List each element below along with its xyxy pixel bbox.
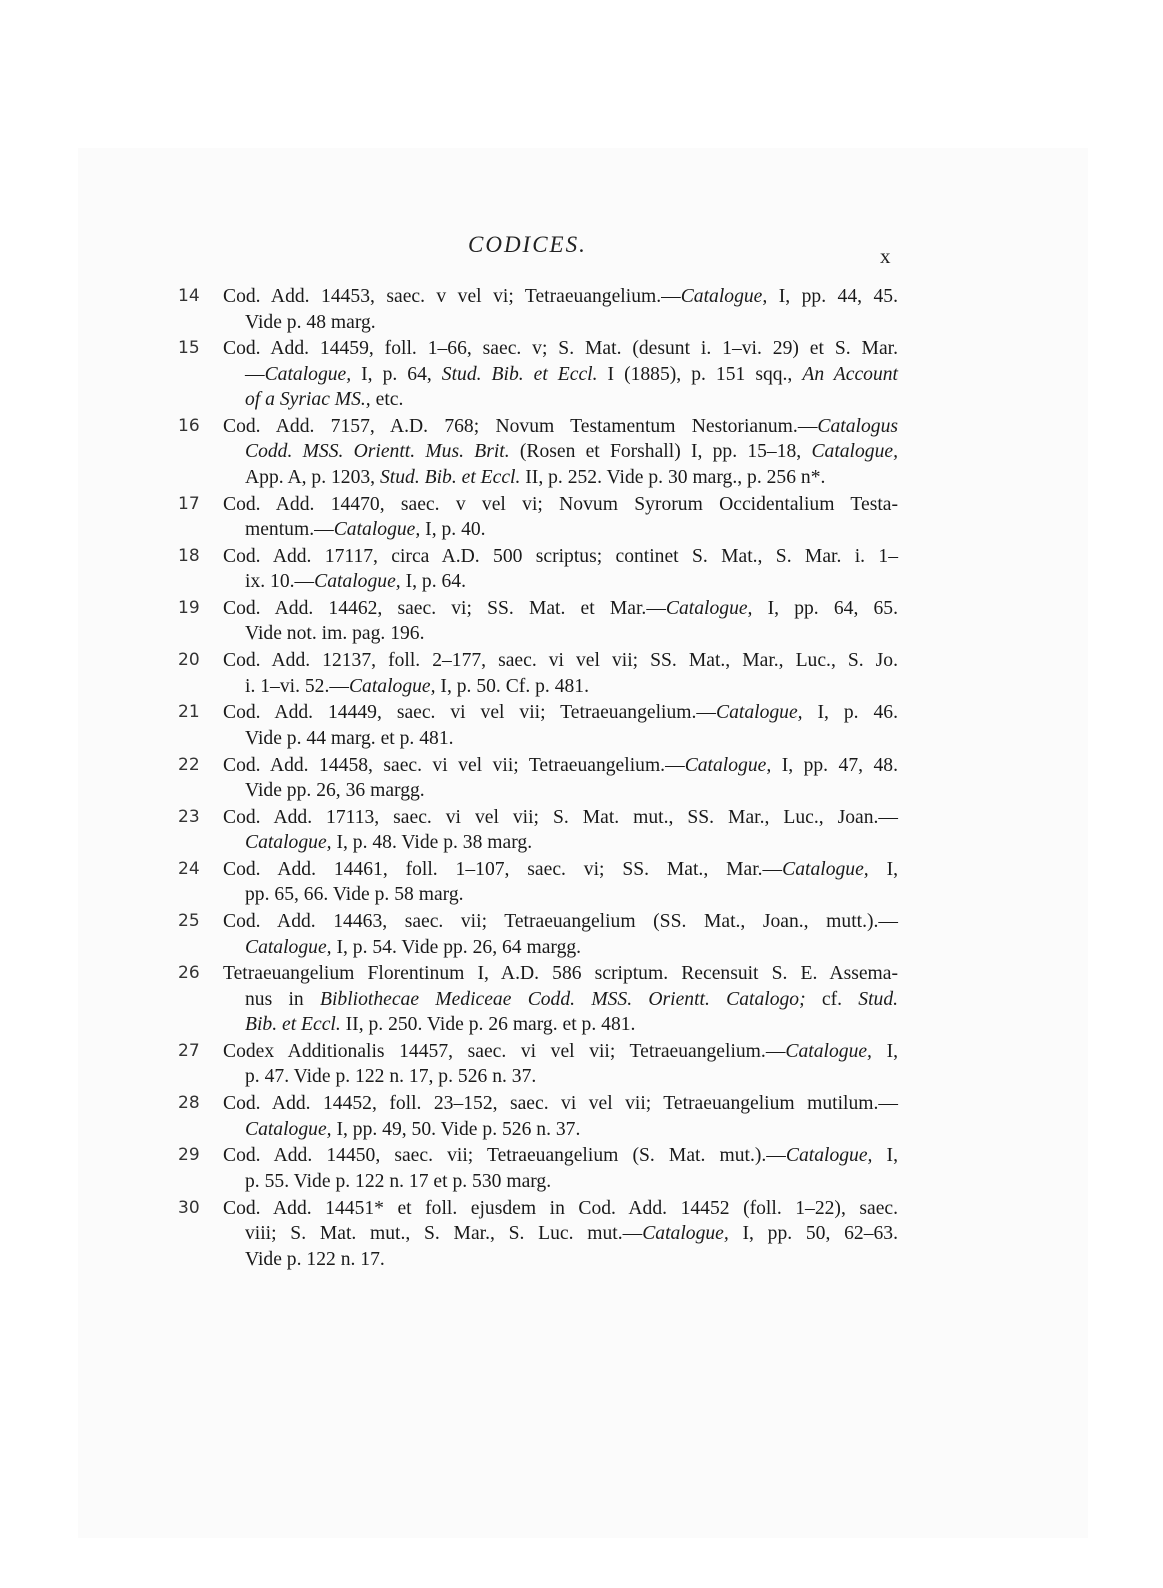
entry-text [223,1196,898,1273]
entry-line [223,961,898,987]
entry-text [223,700,898,751]
text-run: nus in [245,988,320,1010]
entry-number: 25 [178,911,200,932]
italic-reference: Stud. [858,988,899,1010]
entry-number: 17 [178,493,200,514]
entry-number: 21 [178,702,200,723]
entry-text [223,336,898,413]
entry-number: 20 [178,650,200,671]
codex-entry [178,1039,898,1090]
entry-number: 29 [178,1145,200,1166]
italic-reference: Catalogue, [665,597,753,619]
entry-number: 16 [178,415,200,436]
text-run: I, [872,1145,898,1167]
codex-entry [178,857,898,908]
text-run: Cod. Add. 14450, saec. vii; Tetraeuangelium (S. Mat. mut.).— [223,1145,786,1167]
text-run: I, p. 64, [351,363,442,385]
entry-line [223,674,898,700]
entry-line [223,882,898,908]
text-run: Cod. Add. 14458, saec. vi vel vii; Tetraeuangelium.— [223,754,685,776]
text-run: I, p. 46. [802,702,898,724]
italic-reference: of a Syriac MS., [245,389,371,411]
entry-text [223,753,898,804]
text-run: Cod. Add. 17113, saec. vi vel vii; S. Mat. mut., SS. Mar., Luc., Joan.— [223,806,898,828]
entry-text [223,648,898,699]
entry-line [223,544,898,570]
codex-entry [178,284,898,335]
text-run: mentum.— [245,519,334,541]
entry-text [223,1143,898,1194]
text-run: I, pp. 50, 62–63. [728,1223,898,1244]
entry-line [223,621,898,647]
codex-entry [178,414,898,491]
text-run: II, p. 250. Vide p. 26 marg. et p. 481. [340,1014,636,1036]
text-run: Cod. Add. 14449, saec. vi vel vii; Tetraeuangelium.— [223,702,717,724]
italic-reference: Bib. et Eccl. [245,1014,341,1036]
text-run: Cod. Add. 14461, foll. 1–107, saec. vi; SS. Mat., Mar.— [223,858,783,880]
entry-number: 27 [178,1040,200,1061]
text-run: i. 1–vi. 52.— [245,675,349,697]
text-run: Vide p. 122 n. 17. [245,1248,385,1270]
text-run: p. 55. Vide p. 122 n. 17 et p. 530 marg. [245,1170,552,1192]
italic-reference: Catalogue, [785,1040,872,1062]
text-run: Cod. Add. 14451* et foll. ejusdem in Cod. Add. 14452 (foll. 1–22), saec. [223,1197,898,1219]
text-run: App. A, p. 1203, [245,466,380,488]
entry-line [223,830,898,856]
entry-line [223,1012,898,1038]
italic-reference: Catalogue, [245,1118,332,1140]
codex-entry [178,961,898,1038]
entry-line [223,517,898,543]
entry-number: 14 [178,286,200,306]
codex-entry [178,805,898,856]
text-run: Codex Additionalis 14457, saec. vi vel vii; Tetraeuangelium.— [223,1040,786,1062]
text-run: Cod. Add. 12137, foll. 2–177, saec. vi vel vii; SS. Mat., Mar., Luc., S. Jo. [223,650,898,672]
entry-line [223,1091,898,1117]
italic-reference: Catalogue, [684,754,772,776]
codex-entry [178,544,898,595]
codex-entry [178,1196,898,1273]
entry-line [223,987,898,1013]
entry-line [223,700,898,726]
codex-list [178,284,898,1273]
italic-reference: Catalogus [817,415,898,437]
text-run: I, p. 50. Cf. p. 481. [435,675,589,697]
entry-text [223,492,898,543]
text-run: Cod. Add. 17117, circa A.D. 500 scriptus; continet S. Mat., S. Mar. i. 1– [223,545,898,567]
entry-text [223,1039,898,1090]
italic-reference: Catalogue, [348,675,436,697]
codex-entry [178,1143,898,1194]
entry-text [223,857,898,908]
text-run: Cod. Add. 7157, A.D. 768; Novum Testamentum Nestorianum.— [223,415,818,437]
entry-line [223,414,898,440]
italic-reference: Catalogue, [716,702,803,724]
codex-entry [178,909,898,960]
text-run: ix. 10.— [245,571,315,593]
entry-line [223,726,898,752]
text-run: Cod. Add. 14459, foll. 1–66, saec. v; S. Mat. (desunt i. 1–vi. 29) et S. Mar. [223,338,898,360]
entry-line [223,1196,898,1222]
codex-entry [178,700,898,751]
text-run: I, pp. 64, 65. [752,597,898,619]
text-run: I, [871,1040,898,1062]
text-run: Cod. Add. 14462, saec. vi; SS. Mat. et Mar.— [223,597,666,619]
entry-text [223,596,898,647]
entry-line [223,909,898,935]
entry-number: 19 [178,597,200,618]
text-run: Vide pp. 26, 36 margg. [245,780,425,801]
italic-reference: Stud. Bib. et Eccl. [441,363,598,385]
entry-line [223,492,898,518]
text-run: I, pp. 47, 48. [771,754,898,776]
text-run: I, p. 64. [400,571,466,593]
entry-line [223,1169,898,1195]
entry-text [223,909,898,960]
text-run: I, p. 48. Vide p. 38 marg. [331,832,533,854]
entry-number: 26 [178,963,200,984]
entry-line [223,1039,898,1065]
codex-entry [178,753,898,804]
italic-reference: Catalogue, [642,1223,729,1244]
entry-number: 28 [178,1093,200,1114]
text-run: Vide not. im. pag. 196. [245,623,425,645]
italic-reference: Catalogue, [811,441,898,463]
entry-line [223,1221,898,1247]
text-run: etc. [370,389,404,411]
entry-line [223,1064,898,1090]
entry-text [223,805,898,856]
italic-reference: Catalogue, [333,519,421,541]
page-number: x [880,244,891,268]
italic-reference: Bibliothecae Mediceae Codd. MSS. Orientt. Catalogo; [320,988,806,1010]
entry-number: 18 [178,545,200,566]
text-run: Cod. Add. 14453, saec. v vel vi; Tetraeuangelium.— [223,286,681,307]
entry-line [223,439,898,465]
entry-line [223,362,898,388]
entry-line [223,935,898,961]
codex-entry [178,336,898,413]
entry-line [223,778,898,804]
entry-text [223,544,898,595]
italic-reference: An Account [802,363,898,385]
text-run: Cod. Add. 14463, saec. vii; Tetraeuangelium (SS. Mat., Joan., mutt.).— [223,911,898,933]
text-run: I, p. 40. [420,519,486,541]
italic-reference: Catalogue, [264,363,352,385]
text-run: (Rosen et Forshall) I, pp. 15–18, [509,441,812,463]
entry-line [223,648,898,674]
codex-entry [178,648,898,699]
entry-line [223,310,898,336]
entry-line [223,387,898,413]
entry-line [223,753,898,779]
entry-line [223,596,898,622]
entry-number: 23 [178,806,200,827]
entry-number: 30 [178,1197,200,1218]
italic-reference: Catalogue, [782,858,869,880]
text-run: pp. 65, 66. Vide p. 58 marg. [245,884,464,906]
italic-reference: Catalogue, [245,832,332,854]
italic-reference: Catalogue, [785,1145,873,1167]
text-run: I, pp. 49, 50. Vide p. 526 n. 37. [331,1118,581,1140]
entry-line [223,1247,898,1273]
entry-line [223,1117,898,1143]
text-run: II, p. 252. Vide p. 30 marg., p. 256 n*. [520,466,826,488]
entry-text [223,1091,898,1142]
entry-line [223,465,898,491]
entry-number: 15 [178,338,200,359]
entry-text [223,961,898,1038]
text-run: I, [868,858,898,880]
entry-line [223,336,898,362]
entry-text [223,414,898,491]
entry-line [223,857,898,883]
italic-reference: Stud. Bib. et Eccl. [379,466,521,488]
entry-line [223,1143,898,1169]
page-title: CODICES. [468,232,587,257]
italic-reference: Catalogue, [245,936,332,958]
text-run: I, p. 54. Vide pp. 26, 64 margg. [331,936,582,958]
text-run: Cod. Add. 14452, foll. 23–152, saec. vi vel vii; Tetraeuangelium mutilum.— [223,1093,898,1115]
codex-entry [178,1091,898,1142]
entry-line [223,284,898,310]
text-run: I, pp. 44, 45. [767,286,898,307]
text-run: Tetraeuangelium Florentinum I, A.D. 586 scriptum. Recensuit S. E. Assema- [223,963,898,985]
italic-reference: Catalogue, [680,286,768,307]
codex-entry [178,492,898,543]
entry-text [223,284,898,335]
italic-reference: Catalogue, [314,571,401,593]
text-run: — [245,363,265,385]
text-run: Vide p. 44 marg. et p. 481. [245,727,454,749]
text-run: p. 47. Vide p. 122 n. 17, p. 526 n. 37. [245,1066,537,1088]
codex-entry [178,596,898,647]
italic-reference: Codd. MSS. Orientt. Mus. Brit. [245,441,510,463]
entry-number: 24 [178,858,200,879]
text-run: cf. [805,988,859,1010]
entry-line [223,805,898,831]
entry-line [223,569,898,595]
text-run: Cod. Add. 14470, saec. v vel vi; Novum Syrorum Occidentalium Testa- [223,493,898,515]
text-run: I (1885), p. 151 sqq., [597,363,803,385]
text-run: viii; S. Mat. mut., S. Mar., S. Luc. mut.— [245,1223,643,1244]
entry-number: 22 [178,754,200,775]
text-run: Vide p. 48 marg. [245,311,376,333]
